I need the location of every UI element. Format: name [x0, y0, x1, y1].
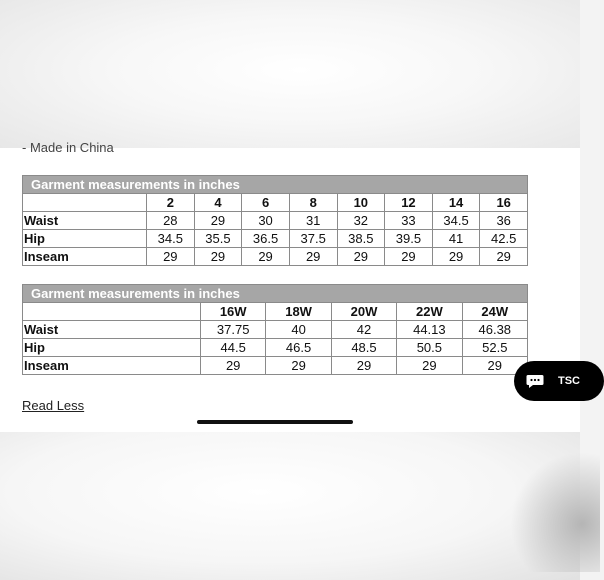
- cell: 29: [242, 248, 290, 266]
- size-header-row: [23, 194, 528, 212]
- cell: 48.5: [331, 339, 396, 357]
- cell: 41: [432, 230, 480, 248]
- size-header: 20W: [331, 303, 396, 321]
- size-header: 4: [194, 194, 242, 212]
- size-header: 18W: [266, 303, 331, 321]
- size-header: 22W: [397, 303, 462, 321]
- cell: 28: [147, 212, 195, 230]
- cell: 29: [480, 248, 528, 266]
- cell: 52.5: [462, 339, 527, 357]
- cell: 44.13: [397, 321, 462, 339]
- made-in-text: - Made in China: [22, 140, 114, 155]
- blurred-background-bottom: [0, 432, 580, 580]
- chat-label: TSC: [558, 375, 580, 387]
- cell: 42: [331, 321, 396, 339]
- row-label: Hip: [23, 339, 201, 357]
- size-header-row: [23, 303, 528, 321]
- size-chart-plus: [22, 284, 528, 375]
- size-header: 8: [289, 194, 337, 212]
- corner-cell: [23, 194, 147, 212]
- corner-cell: [23, 303, 201, 321]
- size-header: 16: [480, 194, 528, 212]
- cell: 29: [397, 357, 462, 375]
- row-label: Inseam: [23, 248, 147, 266]
- table-row: [23, 230, 528, 248]
- cell: 29: [201, 357, 266, 375]
- table-row: [23, 357, 528, 375]
- cell: 29: [462, 357, 527, 375]
- cell: 32: [337, 212, 385, 230]
- cell: 33: [385, 212, 433, 230]
- home-indicator[interactable]: [197, 420, 353, 424]
- cell: 31: [289, 212, 337, 230]
- cell: 35.5: [194, 230, 242, 248]
- cell: 37.75: [201, 321, 266, 339]
- cell: 34.5: [147, 230, 195, 248]
- cell: 29: [266, 357, 331, 375]
- table-row: [23, 339, 528, 357]
- size-chart-regular: [22, 175, 528, 266]
- size-header: 10: [337, 194, 385, 212]
- cell: 29: [147, 248, 195, 266]
- size-header: 14: [432, 194, 480, 212]
- chat-button[interactable]: [514, 361, 604, 401]
- cell: 36: [480, 212, 528, 230]
- cell: 29: [194, 248, 242, 266]
- cell: 40: [266, 321, 331, 339]
- table-row: [23, 321, 528, 339]
- cell: 44.5: [201, 339, 266, 357]
- cell: 34.5: [432, 212, 480, 230]
- cell: 38.5: [337, 230, 385, 248]
- size-header: 16W: [201, 303, 266, 321]
- size-header: 2: [147, 194, 195, 212]
- cell: 37.5: [289, 230, 337, 248]
- cell: 50.5: [397, 339, 462, 357]
- row-label: Waist: [23, 321, 201, 339]
- row-label: Waist: [23, 212, 147, 230]
- table-title: Garment measurements in inches: [23, 285, 528, 303]
- cell: 29: [331, 357, 396, 375]
- cell: 30: [242, 212, 290, 230]
- cell: 42.5: [480, 230, 528, 248]
- row-label: Inseam: [23, 357, 201, 375]
- size-header: 6: [242, 194, 290, 212]
- cell: 29: [289, 248, 337, 266]
- read-less-link[interactable]: Read Less: [22, 398, 85, 413]
- cell: 29: [194, 212, 242, 230]
- blurred-background-top: [0, 0, 580, 148]
- chat-bubble-icon: [526, 374, 544, 388]
- cell: 29: [432, 248, 480, 266]
- cell: 39.5: [385, 230, 433, 248]
- table-title: Garment measurements in inches: [23, 176, 528, 194]
- row-label: Hip: [23, 230, 147, 248]
- cell: 36.5: [242, 230, 290, 248]
- table-row: [23, 212, 528, 230]
- cell: 29: [385, 248, 433, 266]
- cell: 46.5: [266, 339, 331, 357]
- size-header: 24W: [462, 303, 527, 321]
- table-row: [23, 248, 528, 266]
- size-header: 12: [385, 194, 433, 212]
- cell: 29: [337, 248, 385, 266]
- phone-screen: [0, 140, 580, 432]
- cell: 46.38: [462, 321, 527, 339]
